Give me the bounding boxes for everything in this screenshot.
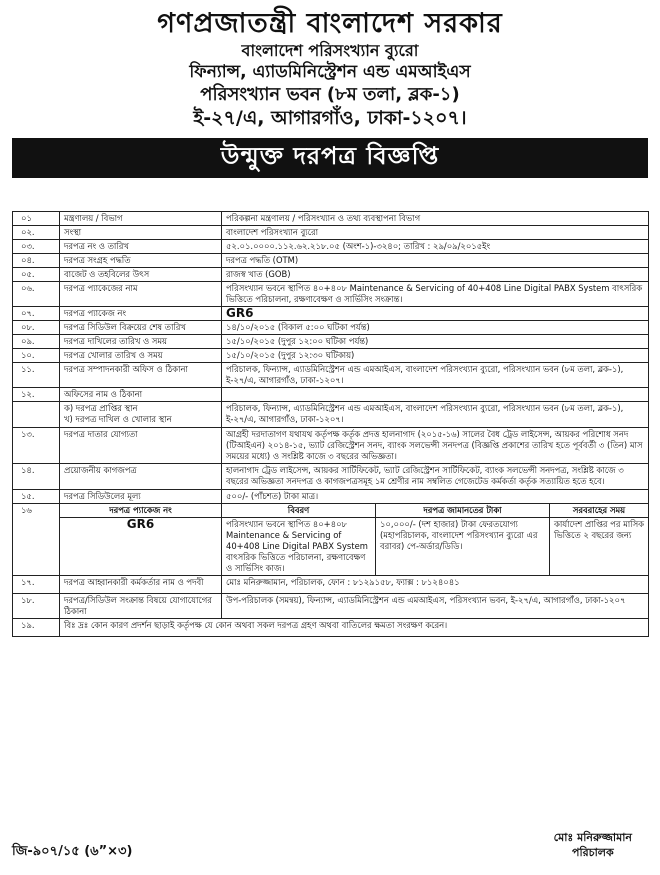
row-label: দরপত্র দাখিলের তারিখ ও সময় — [60, 335, 222, 349]
delivery-col-header: সরবরাহের সময় — [550, 504, 649, 518]
row-label: ক) দরপত্র প্রাপ্তির স্থান খ) দরপত্র দাখিল ও খোলার স্থান — [60, 402, 222, 428]
government-title: গণপ্রজাতন্ত্রী বাংলাদেশ সরকার — [157, 8, 503, 39]
row-number: ১২. — [13, 388, 60, 402]
table-row — [13, 307, 649, 321]
row-number: ১৯. — [13, 619, 60, 637]
row-number: ০৭. — [13, 307, 60, 321]
row-label: অফিসের নাম ও ঠিকানা — [60, 388, 222, 402]
table-row — [13, 282, 649, 307]
row-value: দরপত্র পদ্ধতি (OTM) — [222, 254, 649, 268]
bureau-name: বাংলাদেশ পরিসংখ্যান ব্যুরো — [241, 41, 419, 60]
table-row — [13, 226, 649, 240]
row-value: পরিচালক, ফিন্যান্স, এ্যাডমিনিস্ট্রেশন এন্ড এমআইএস, বাংলাদেশ পরিসংখ্যান ব্যুরো, পরিসংখ্যান ভবন (৮ম তলা, ব্লক-১), ই-২৭/এ, আগারগাঁও, ঢাকা-১২০৭। — [222, 363, 649, 388]
table-row — [13, 464, 649, 490]
building-address: পরিসংখ্যান ভবন (৮ম তলা, ব্লক-১) — [200, 84, 460, 105]
delivery-time: কার্যাদেশ প্রাপ্তির পর মাসিক ভিত্তিতে ২ বছরের জন্য — [550, 518, 649, 576]
table-row — [13, 268, 649, 282]
street-address: ই-২৭/এ, আগারগাঁও, ঢাকা-১২০৭। — [193, 107, 467, 129]
table-row — [13, 240, 649, 254]
table-row — [13, 490, 649, 504]
table-row — [13, 576, 649, 594]
row-number: ০৬. — [13, 282, 60, 307]
package-number: GR6 — [60, 518, 222, 576]
row-label: মন্ত্রণালয় / বিভাগ — [60, 212, 222, 226]
notice-header — [0, 8, 660, 130]
row-value: ১৪/১০/২০১৫ (বিকাল ৫:০০ ঘটিকা পর্যন্ত) — [222, 321, 649, 335]
row-number: ০১ — [13, 212, 60, 226]
row-label: দরপত্র প্যাকেজ নং — [60, 307, 222, 321]
row-value: বাংলাদেশ পরিসংখ্যান ব্যুরো — [222, 226, 649, 240]
row-label: দরপত্র আহ্বানকারী কর্মকর্তার নাম ও পদবী — [60, 576, 222, 594]
table-row — [13, 428, 649, 464]
row-label: সংস্থা — [60, 226, 222, 240]
package-col-header: দরপত্র প্যাকেজ নং — [60, 504, 222, 518]
row-value: ৫২.০১.০০০০.১১২.৬২.২১৮.০৫ (অংশ-১)-৩২৪০; তারিখ : ২৯/০৯/২০১৫ইং — [222, 240, 649, 254]
row-value: আগ্রহী দরদাতাগণ যথাযথ কর্তৃপক্ষ কর্তৃক প্রদত্ত হালনাগাদ (২০১৫-১৬) সালের বৈধ ট্রেড লাইসেন্স, আয়কর পরিশোধ সনদ (টিআইএন) ২০১৪-১৫, ভ্যাট রেজিস্ট্রেশন সনদ, ব্যাংক সলভেন্সী সনদপত্র (বিজ্ঞপ্তি প্রকাশের তারিখ হতে পূর্ববর্তী ৩ (তিন) মাস সময়ের মধ্যে) ও সংশ্লিষ্ট কাজে ৩ বছরের অভিজ্ঞতা। — [222, 428, 649, 464]
row-number: ০২. — [13, 226, 60, 240]
wing-name: ফিন্যান্স, এ্যাডমিনিস্ট্রেশন এন্ড এমআইএস — [189, 62, 471, 82]
signature-block — [554, 830, 632, 860]
row-value: মোঃ মনিরুজ্জামান, পরিচালক, ফোন : ৮১২৯১৫৮, ফ্যাক্স : ৮১২৪০৪১ — [222, 576, 649, 594]
row-number: ০৮. — [13, 321, 60, 335]
package-row — [13, 518, 649, 576]
table-row — [13, 212, 649, 226]
row-value: ৫০০/- (পাঁচশত) টাকা মাত্র। — [222, 490, 649, 504]
row-label: দরপত্র সিডিউলের মূল্য — [60, 490, 222, 504]
signatory-title: পরিচালক — [571, 846, 614, 859]
security-amount: ১০,০০০/- (দশ হাজার) টাকা ফেরতযোগ্য (মহাপরিচালক, বাংলাদেশ পরিসংখ্যান ব্যুরো এর বরাবর) পে-অর্ডার/ডিডি। — [376, 518, 550, 576]
row-value: পরিসংখ্যান ভবনে স্থাপিত ৪০+৪০৮ Maintenance & Servicing of 40+408 Line Digital PABX System বাৎসরিক ভিত্তিতে পরিচালনা, রক্ষণাবেক্ষণ ও সার্ভিসিং সংক্রান্ত। — [222, 282, 649, 307]
package-description: পরিসংখ্যান ভবনে স্থাপিত ৪০+৪০৮ Maintenance & Servicing of 40+408 Line Digital PABX System বাৎসরিক ভিত্তিতে পরিচালনা, রক্ষণাবেক্ষণ ও সার্ভিসিং কাজ। — [222, 518, 376, 576]
row-number: ১০. — [13, 349, 60, 363]
row-number: ১৮. — [13, 594, 60, 619]
row-number: ১৫. — [13, 490, 60, 504]
row-label: দরপত্র খোলার তারিখ ও সময় — [60, 349, 222, 363]
table-row — [13, 335, 649, 349]
package-header-row — [13, 504, 649, 518]
security-col-header: দরপত্র জামানতের টাকা — [376, 504, 550, 518]
tender-details-table — [12, 211, 649, 637]
row-number: ০৪. — [13, 254, 60, 268]
table-row — [13, 349, 649, 363]
reference-number: জি-৯০৭/১৫ (৬”×৩) — [12, 844, 133, 859]
table-row — [13, 402, 649, 428]
row-value: পরিকল্পনা মন্ত্রণালয় / পরিসংখ্যান ও তথ্য ব্যবস্থাপনা বিভাগ — [222, 212, 649, 226]
row-label: প্রয়োজনীয় কাগজপত্র — [60, 464, 222, 490]
row-value: ১৫/১০/২০১৫ (দুপুর ১২:৩০ ঘটিকায়) — [222, 349, 649, 363]
row-value: ১৫/১০/২০১৫ (দুপুর ১২:০০ ঘটিকা পর্যন্ত) — [222, 335, 649, 349]
row-value — [222, 388, 649, 402]
table-row — [13, 619, 649, 637]
row-number: ১১. — [13, 363, 60, 388]
row-number: ০৯. — [13, 335, 60, 349]
row-number: ১৭. — [13, 576, 60, 594]
row-value: রাজস্ব খাত (GOB) — [222, 268, 649, 282]
row-number: ১৬ — [13, 504, 60, 576]
row-label: দরপত্র নং ও তারিখ — [60, 240, 222, 254]
table-row — [13, 321, 649, 335]
row-label: দরপত্র/সিডিউল সংক্রান্ত বিষয়ে যোগাযোগের ঠিকানা — [60, 594, 222, 619]
table-row — [13, 388, 649, 402]
row-number: ০৫. — [13, 268, 60, 282]
description-col-header: বিবরণ — [222, 504, 376, 518]
row-value: পরিচালক, ফিন্যান্স, এ্যাডমিনিস্ট্রেশন এন্ড এমআইএস, বাংলাদেশ পরিসংখ্যান ব্যুরো, পরিসংখ্যান ভবন (৮ম তলা, ব্লক-১), ই-২৭/এ, আগারগাঁও, ঢাকা-১২০৭। — [222, 402, 649, 428]
table-row — [13, 254, 649, 268]
row-number: ১৩. — [13, 428, 60, 464]
row-number: ১৪. — [13, 464, 60, 490]
row-value: GR6 — [222, 307, 649, 321]
notice-title-banner: উন্মুক্ত দরপত্র বিজ্ঞপ্তি — [12, 138, 648, 178]
row-number — [13, 402, 60, 428]
row-label: দরপত্র সম্পাদনকারী অফিস ও ঠিকানা — [60, 363, 222, 388]
row-label: দরপত্র সংগ্রহ পদ্ধতি — [60, 254, 222, 268]
note-value: বিঃ দ্রঃ কোন কারণ প্রদর্শন ছাড়াই কর্তৃপক্ষ যে কোন অথবা সকল দরপত্র গ্রহণ অথবা বাতিলের ক্ষমতা সংরক্ষণ করেন। — [60, 619, 649, 637]
table-row — [13, 363, 649, 388]
row-number: ০৩. — [13, 240, 60, 254]
row-label: দরপত্র প্যাকেজের নাম — [60, 282, 222, 307]
row-label: দরপত্র দাতার যোগ্যতা — [60, 428, 222, 464]
row-label: বাজেট ও তহবিলের উৎস — [60, 268, 222, 282]
signatory-name: মোঃ মনিরুজ্জামান — [553, 831, 632, 844]
row-value: উপ-পরিচালক (সমন্বয়), ফিন্যান্স, এ্যাডমিনিস্ট্রেশন এন্ড এমআইএস, পরিসংখ্যান ভবন, ই-২৭/এ, আগারগাঁও, ঢাকা-১২০৭ — [222, 594, 649, 619]
row-value: হালনাগাদ ট্রেড লাইসেন্স, আয়কর সার্টিফিকেট, ভ্যাট রেজিস্ট্রেশন সার্টিফিকেট, ব্যাংক সলভেন্সী সনদপত্র, সংশ্লিষ্ট কাজে ৩ বছরের অভিজ্ঞতা সনদপত্র ও কাগজপত্রসমূহ ১ম শ্রেণীর নাম সম্বলিত গেজেটেড কর্মকর্তা কর্তৃক সত্যায়িত হতে হবে। — [222, 464, 649, 490]
row-label: দরপত্র সিডিউল বিক্রয়ের শেষ তারিখ — [60, 321, 222, 335]
table-row — [13, 594, 649, 619]
